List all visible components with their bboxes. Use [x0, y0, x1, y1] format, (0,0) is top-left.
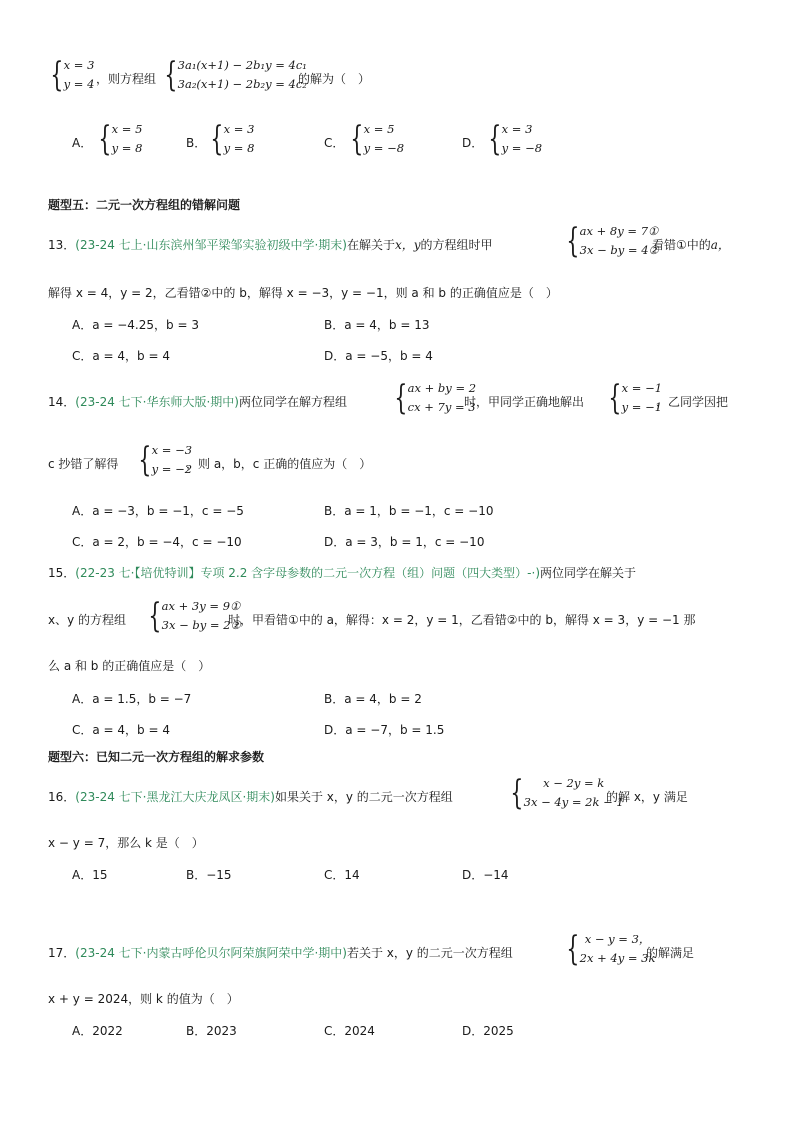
question-source: (22-23 七·【培优特训】专项 2.2 含字母参数的二元一次方程（组）问题（四大类型）-·) [75, 566, 541, 580]
eq-row: x = −3 [151, 443, 193, 457]
q14-option-b[interactable]: B．a = 1，b = −1，c = −10 [324, 504, 494, 518]
q12-option-a-letter[interactable]: A． [72, 136, 93, 150]
eq-row: x = 3 [501, 122, 533, 136]
q14-line-2a: c 抄错了解得 [48, 457, 119, 471]
eq-row: x = 5 [363, 122, 395, 136]
q17-text-2: 的解满足 [646, 946, 695, 960]
q17-option-d[interactable]: D．2025 [462, 1024, 514, 1038]
eq-row: 3x − by = 4② [579, 243, 659, 257]
q15-line-2b: 时，甲看错①中的 a，解得：x = 2，y = 1，乙看错②中的 b，解得 x = 3，y = −1 那 [228, 613, 696, 627]
q14-wrong-solution: { x = −3 y = −2 [138, 440, 193, 480]
eq-row: y = 8 [223, 141, 255, 155]
q12-option-b[interactable]: { x = 3 y = 8 [210, 119, 255, 159]
q16-line-1 [48, 788, 453, 805]
eq-row: y = −1 [621, 400, 663, 414]
q16-text-2: 的解 x，y 满足 [606, 790, 688, 804]
question-text: 的方程组时甲 [420, 238, 493, 252]
question-text: 看错①中的 [652, 238, 711, 252]
eq-row: ax + 3y = 9① [161, 599, 241, 613]
eq-row: x = −1 [621, 381, 663, 395]
eq-row: cx + 7y = 3 [407, 400, 476, 414]
q16-option-a[interactable]: A．15 [72, 868, 108, 882]
q13-option-b[interactable]: B．a = 4，b = 13 [324, 318, 430, 332]
q15-system: { ax + 3y = 9① 3x − by = 2② [148, 596, 241, 636]
q16-system: { x − 2y = k 3x − 4y = 2k − 1 [510, 773, 624, 813]
q13-line-1-tail [652, 236, 730, 253]
q14-line-2b: ，则 a，b，c 正确的值应为（ ） [186, 457, 372, 471]
eq-row: y = 4 [63, 77, 95, 91]
eq-row: y = −8 [363, 141, 405, 155]
q15-option-c[interactable]: C．a = 4，b = 4 [72, 723, 170, 737]
q14-solution: { x = −1 y = −1 [608, 378, 663, 418]
section-6-title: 题型六：已知二元一次方程组的解求参数 [48, 750, 265, 764]
q12-option-c[interactable]: { x = 5 y = −8 [350, 119, 405, 159]
q13-option-d[interactable]: D．a = −5，b = 4 [324, 349, 433, 363]
given-solution-system: { x = 3 y = 4 [50, 55, 95, 95]
q15-option-a[interactable]: A．a = 1.5，b = −7 [72, 692, 192, 706]
eq-row: 3a₂(x+1) − 2b₂y = 4c₂ [177, 77, 307, 91]
question-text: 两位同学在解关于 [540, 566, 637, 580]
q14-line-1 [48, 393, 347, 410]
eq-row: 3x − by = 2② [161, 618, 241, 632]
eq-row: y = 8 [111, 141, 143, 155]
eq-row: 2x + 4y = 3k [579, 951, 656, 965]
question-vars: x，y [394, 238, 421, 252]
eq-row: ax + by = 2 [407, 381, 477, 395]
q14-option-c[interactable]: C．a = 2，b = −4，c = −10 [72, 535, 242, 549]
q17-option-b[interactable]: B．2023 [186, 1024, 237, 1038]
eq-row: ax + 8y = 7① [579, 224, 659, 238]
q12-option-d[interactable]: { x = 3 y = −8 [488, 119, 543, 159]
eq-row: 3a₁(x+1) − 2b₁y = 4c₁ [177, 58, 307, 72]
q15-line-3: 么 a 和 b 的正确值应是（ ） [48, 659, 211, 673]
q12-system: { 3a₁(x+1) − 2b₁y = 4c₁ 3a₂(x+1) − 2b₂y = 4c₂ [164, 55, 307, 95]
q17-option-a[interactable]: A．2022 [72, 1024, 123, 1038]
q17-system: { x − y = 3， 2x + 4y = 3k [566, 929, 656, 969]
q16-option-d[interactable]: D．−14 [462, 868, 509, 882]
q14-text-3: ，乙同学因把 [656, 395, 729, 409]
eq-row: x = 3 [63, 58, 95, 72]
q14-option-a[interactable]: A．a = −3，b = −1，c = −5 [72, 504, 244, 518]
q15-line-2a: x、y 的方程组 [48, 613, 127, 627]
eq-row: x − 2y = k [543, 776, 605, 790]
q13-line-1 [48, 236, 493, 253]
q13-line-2: 解得 x = 4，y = 2，乙看错②中的 b，解得 x = −3，y = −1，则 a 和 b 的正确值应是（ ） [48, 286, 558, 300]
q12-option-c-letter[interactable]: C． [324, 136, 345, 150]
question-text: 两位同学在解方程组 [238, 395, 347, 409]
question-number: 14． [48, 395, 76, 409]
eq-row: y = −8 [501, 141, 543, 155]
q13-option-c[interactable]: C．a = 4，b = 4 [72, 349, 170, 363]
q17-line-1 [48, 944, 513, 961]
q15-option-b[interactable]: B．a = 4，b = 2 [324, 692, 422, 706]
q16-option-c[interactable]: C．14 [324, 868, 360, 882]
eq-row: y = −2 [151, 462, 193, 476]
q15-option-d[interactable]: D．a = −7，b = 1.5 [324, 723, 445, 737]
q12-option-b-letter[interactable]: B． [186, 136, 207, 150]
q14-text-2: 时，甲同学正确地解出 [464, 395, 585, 409]
question-text: 若关于 x，y 的二元一次方程组 [346, 946, 513, 960]
q17-option-c[interactable]: C．2024 [324, 1024, 375, 1038]
q13-system: { ax + 8y = 7① 3x − by = 4② [566, 221, 659, 261]
question-number: 13． [48, 238, 76, 252]
q13-option-a[interactable]: A．a = −4.25，b = 3 [72, 318, 199, 332]
question-source: (23-24 七下·华东师大版·期中) [75, 395, 239, 409]
question-source: (23-24 七下·黑龙江大庆龙凤区·期末) [75, 790, 275, 804]
eq-row: x − y = 3， [584, 932, 651, 946]
section-5-title: 题型五：二元一次方程组的错解问题 [48, 198, 241, 212]
question-number: 16． [48, 790, 76, 804]
question-source: (23-24 七上·山东滨州邹平梁邹实验初级中学·期末) [75, 238, 347, 252]
q16-option-b[interactable]: B．−15 [186, 868, 232, 882]
eq-row: x = 5 [111, 122, 143, 136]
question-source: (23-24 七下·内蒙古呼伦贝尔阿荣旗阿荣中学·期中) [75, 946, 347, 960]
question-number: 15． [48, 566, 76, 580]
eq-row: x = 3 [223, 122, 255, 136]
q15-line-1 [48, 564, 636, 581]
q14-system: { ax + by = 2 cx + 7y = 3 [394, 378, 477, 418]
q14-option-d[interactable]: D．a = 3，b = 1，c = −10 [324, 535, 485, 549]
q12-option-a[interactable]: { x = 5 y = 8 [98, 119, 143, 159]
q12-text-2: 的解为（ ） [298, 72, 371, 86]
q12-option-d-letter[interactable]: D． [462, 136, 484, 150]
question-number: 17． [48, 946, 76, 960]
question-text: 在解关于 [346, 238, 395, 252]
eq-row: 3x − 4y = 2k − 1 [523, 795, 624, 809]
q17-line-2: x + y = 2024，则 k 的值为（ ） [48, 992, 239, 1006]
question-text: 如果关于 x，y 的二元一次方程组 [274, 790, 453, 804]
q12-text-1: ，则方程组 [96, 72, 157, 86]
q16-line-2: x − y = 7，那么 k 是（ ） [48, 836, 204, 850]
question-var: a， [710, 238, 730, 252]
